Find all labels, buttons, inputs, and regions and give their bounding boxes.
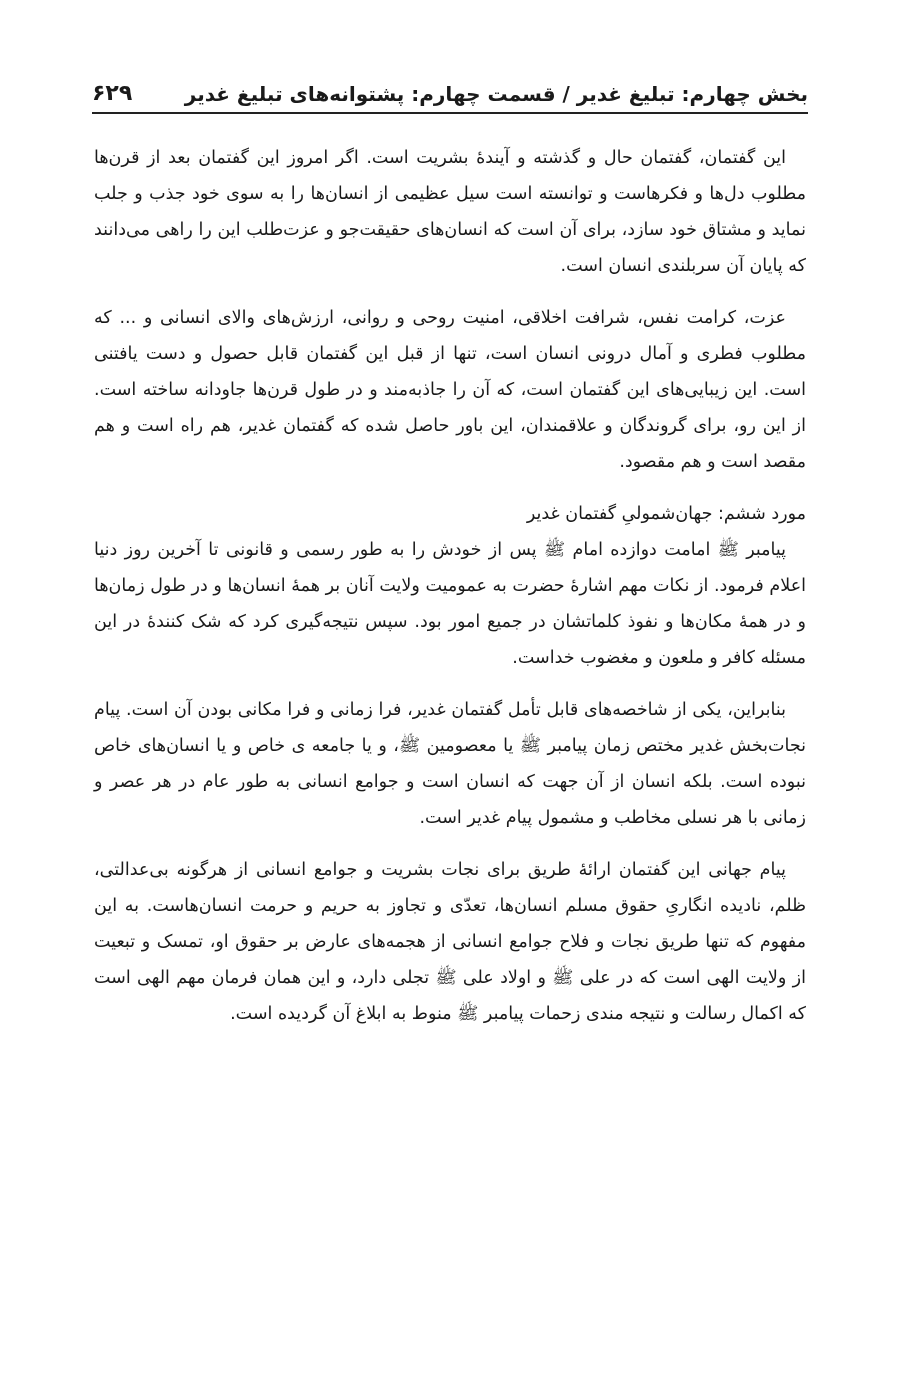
paragraph-2: عزت، کرامت نفس، شرافت اخلاقی، امنیت روحی و روانی، ارزش‌های والای انسانی و ... که مطلوب فطری و آمال درونی انسان است، تنها از قبل این گفتمان قابل حصول و دست یافتنی است. این زیبایی‌های این گفتمان است، که آن را جاذبه‌مند و در طول قرن‌ها جاودانه ساخته است. از این رو، برای گروندگان و علاقمندان، این باور حاصل شده که گفتمان غدیر، هم راه است و هم مقصد است و هم مقصود. <box>94 308 806 472</box>
paragraph-3: پیامبر ﷺ امامت دوازده امام ﷺ پس از خودش را به طور رسمی و قانونی تا آخرین روز دنیا اعلام فرمود. از نکات مهم اشارهٔ حضرت به عمومیت ولایت آنان بر همهٔ انسان‌ها و در طول زمان‌ها و در همهٔ مکان‌ها و نفوذ کلماتشان در جمیع امور بود. سپس نتیجه‌گیری کرد که شک کنندهٔ در این مسئله کافر و ملعون و مغضوب خداست. <box>94 540 806 668</box>
paragraph-1: این گفتمان، گفتمان حال و گذشته و آیندهٔ بشریت است. اگر امروز این گفتمان بعد از قرن‌ها مطلوب دل‌ها و فکرهاست و توانسته است سیل عظیمی از انسان‌ها را به سوی خود جذب و جلب نماید و مشتاق خود سازد، برای آن است که انسان‌های حقیقت‌جو و عزت‌طلب این را راهی می‌دانند که پایان آن سربلندی انسان است. <box>94 148 806 276</box>
section-heading: مورد ششم: جهان‌شمولیِ گفتمان غدیر <box>526 504 806 524</box>
page-header <box>92 70 808 114</box>
running-title: بخش چهارم: تبلیغ غدیر / قسمت چهارم: پشتوانه‌های تبلیغ غدیر <box>184 82 808 106</box>
page-number: ۶۲۹ <box>92 81 133 106</box>
paragraph-4: بنابراین، یکی از شاخصه‌های قابل تأمل گفتمان غدیر، فرا زمانی و فرا مکانی بودن آن است. پیام نجات‌بخش غدیر مختص زمان پیامبر ﷺ یا معصومین ﷺ، و یا جامعه ی خاص و یا انسان‌های خاص نبوده است. بلکه انسان از آن جهت که انسان است و جوامع انسانی به طور عام در هر عصر و زمانی با هر نسلی مخاطب و مشمول پیام غدیر است. <box>94 700 806 828</box>
paragraph-5: پیام جهانی این گفتمان ارائهٔ طریق برای نجات بشریت و جوامع انسانی از هرگونه بی‌عدالتی، ظلم، نادیده انگاریِ حقوق مسلم انسان‌ها، تعدّی و تجاوز به حریم و حرمت انسان‌هاست. به این مفهوم که تنها طریق نجات و فلاح جوامع انسانی از هجمه‌های عارض بر حقوق او، تمسک و تبعیت از ولایت الهی است که در علی ﷺ و اولاد علی ﷺ تجلی دارد، و این همان فرمان مهم الهی است که اکمال رسالت و نتیجه مندی زحمات پیامبر ﷺ منوط به ابلاغ آن گردیده است. <box>94 860 806 1024</box>
page-body <box>94 140 806 1048</box>
